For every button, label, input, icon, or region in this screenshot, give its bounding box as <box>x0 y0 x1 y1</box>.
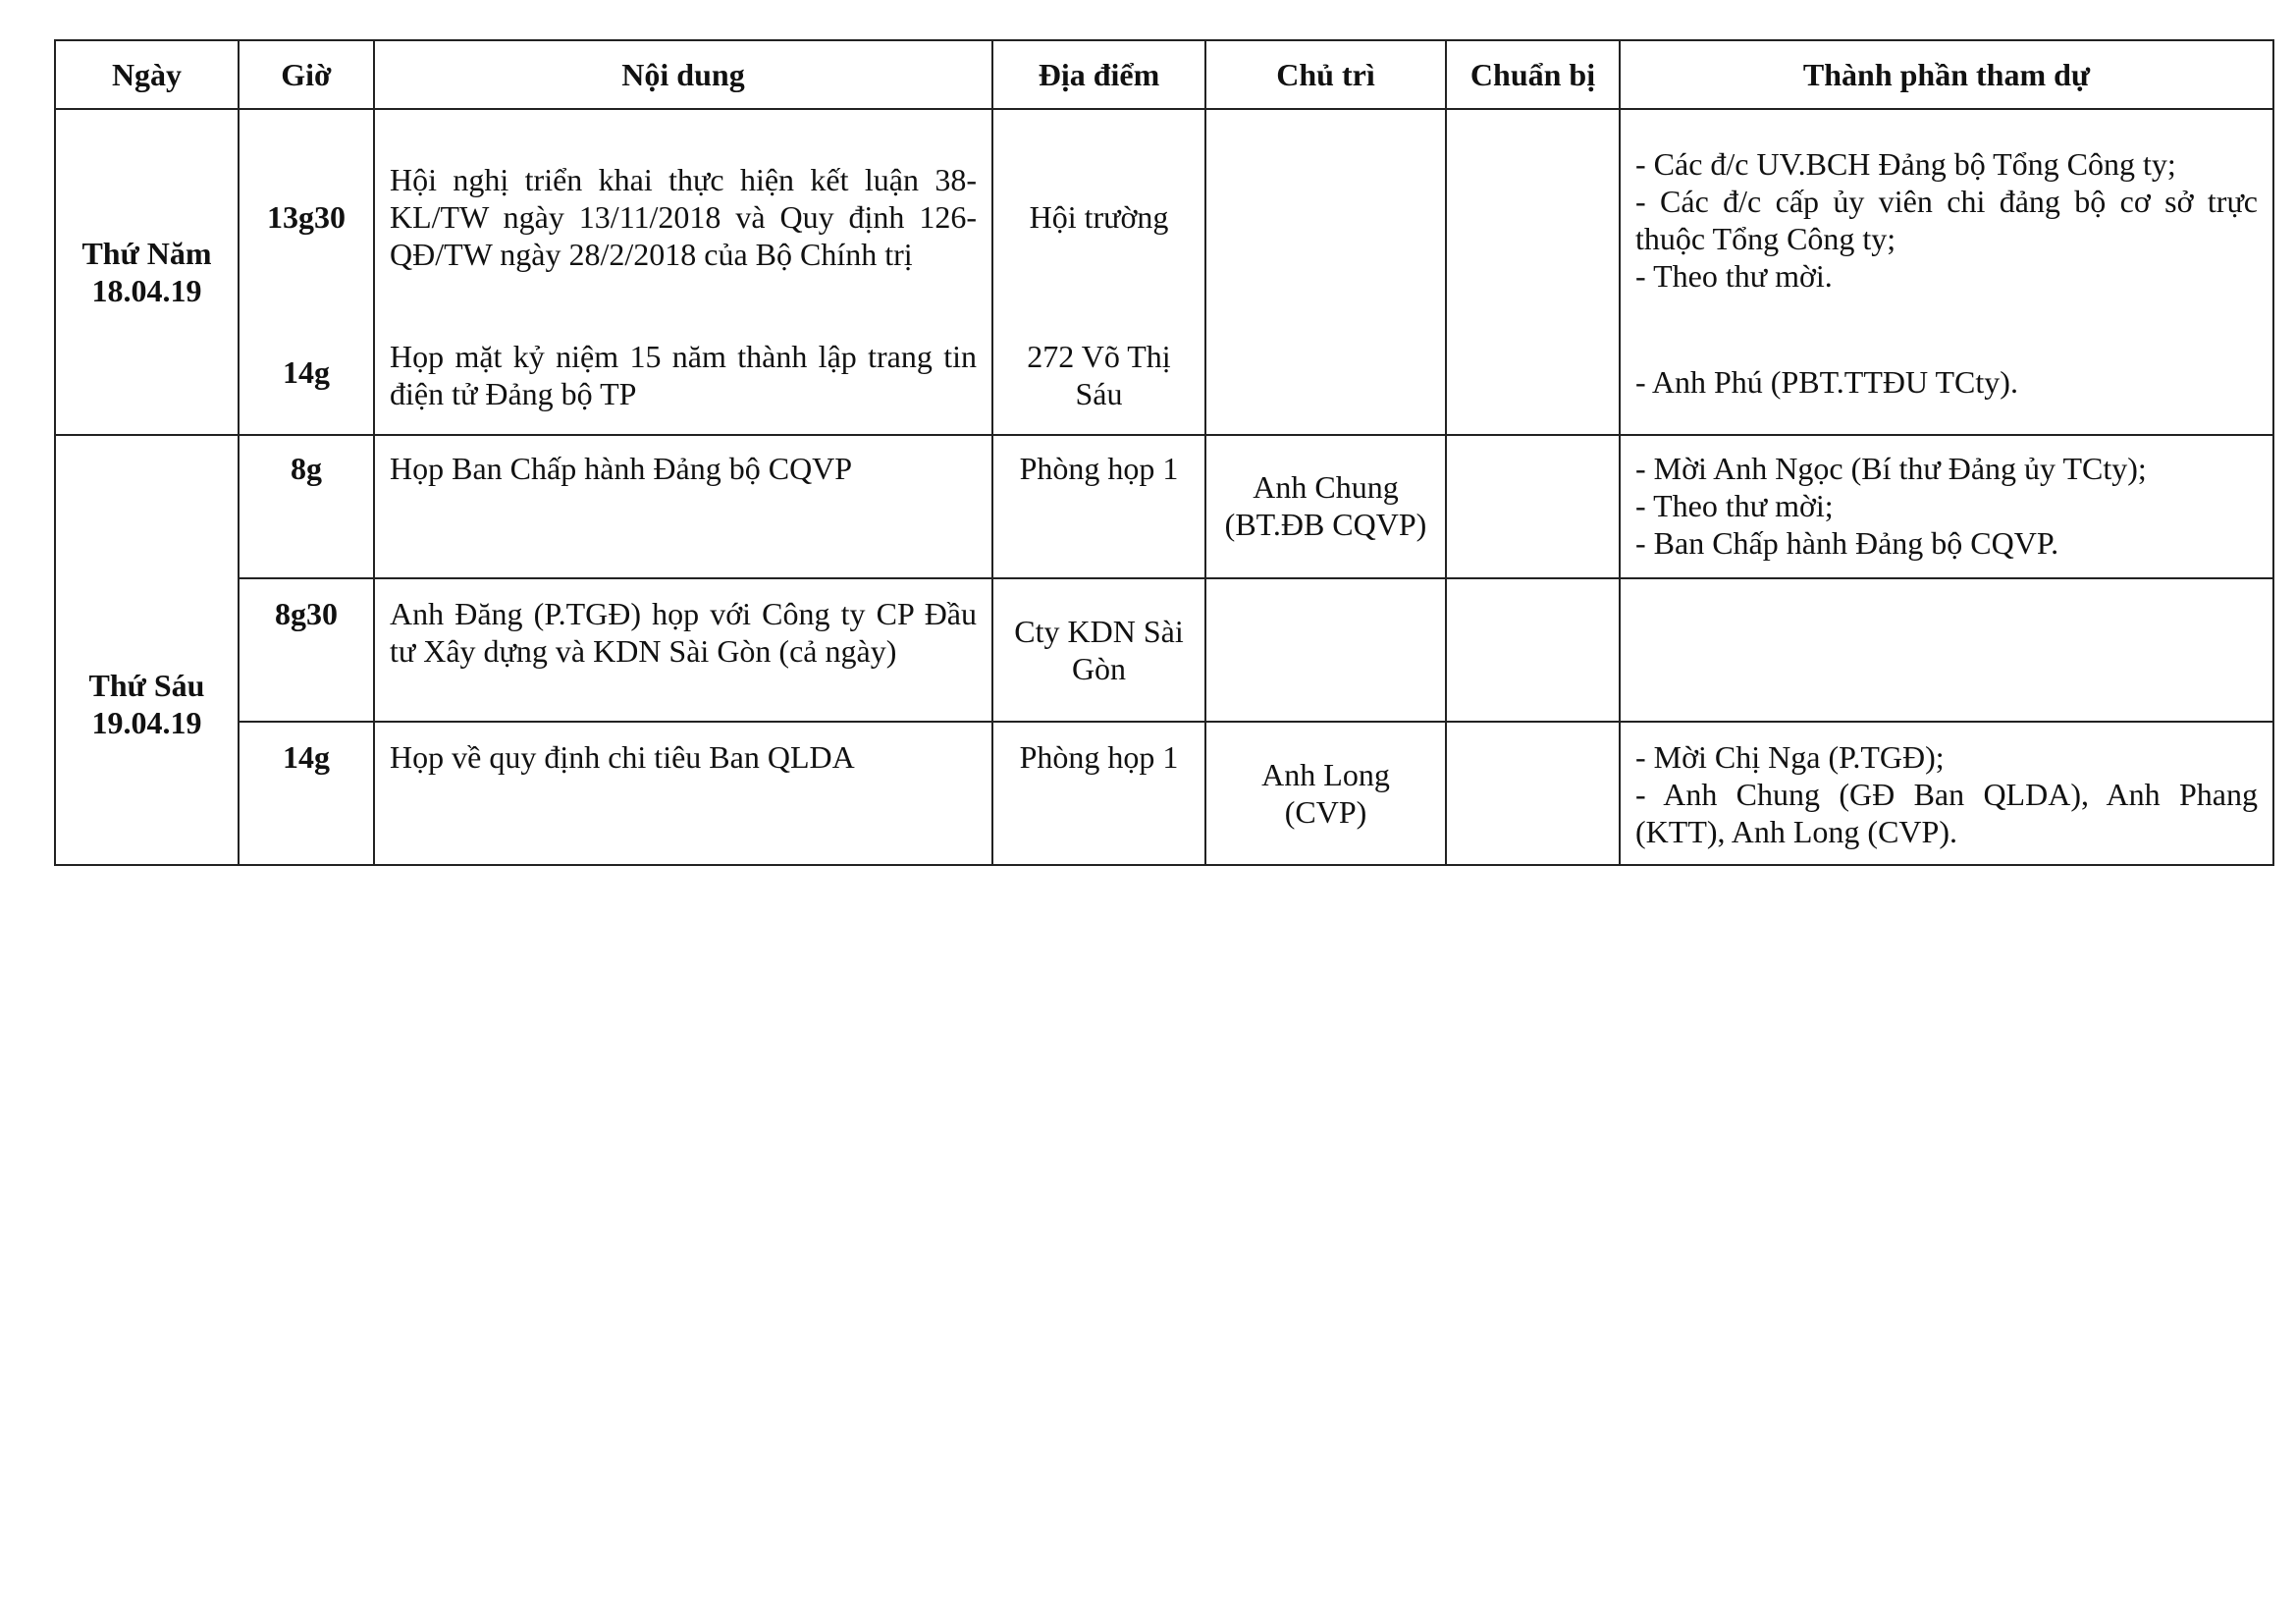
place-cell <box>992 109 1205 435</box>
place-cell <box>992 578 1205 722</box>
attendee-line: - Ban Chấp hành Đảng bộ CQVP. <box>1635 525 2059 561</box>
content-cell <box>374 435 992 578</box>
day-cell <box>55 435 239 865</box>
attendees-cell <box>1620 722 2273 865</box>
event-host: Anh Chung (BT.ĐB CQVP) <box>1224 469 1427 542</box>
header-attendees: Thành phần tham dự <box>1620 40 2273 109</box>
schedule-sheet <box>54 39 2272 866</box>
event-content: Họp Ban Chấp hành Đảng bộ CQVP <box>390 451 853 486</box>
content-cell <box>374 578 992 722</box>
prepare-cell <box>1446 578 1620 722</box>
event-host: Anh Long (CVP) <box>1261 757 1390 830</box>
event-place: 272 Võ Thị Sáu <box>1027 339 1171 411</box>
attendee-list <box>1635 145 2258 295</box>
attendee-line: - Anh Phú (PBT.TTĐU TCty). <box>1635 364 2018 400</box>
event-time: 14g <box>283 354 330 390</box>
header-day: Ngày <box>55 40 239 109</box>
attendee-line: - Các đ/c cấp ủy viên chi đảng bộ cơ sở trực thuộc Tổng Công ty; <box>1635 184 2258 256</box>
attendee-line: - Các đ/c UV.BCH Đảng bộ Tổng Công ty; <box>1635 146 2176 182</box>
header-row <box>55 40 2273 109</box>
table-row <box>55 435 2273 578</box>
event-place: Hội trường <box>1029 199 1169 235</box>
header-place: Địa điểm <box>992 40 1205 109</box>
place-cell <box>992 722 1205 865</box>
prepare-cell <box>1446 722 1620 865</box>
attendee-line: - Anh Chung (GĐ Ban QLDA), Anh Phang (KTT), Anh Long (CVP). <box>1635 777 2258 849</box>
attendee-list <box>1635 363 2258 401</box>
table-row <box>55 109 2273 435</box>
time-cell <box>239 578 374 722</box>
header-host: Chủ trì <box>1205 40 1446 109</box>
attendees-cell <box>1620 578 2273 722</box>
attendee-line: - Mời Anh Ngọc (Bí thư Đảng ủy TCty); <box>1635 451 2147 486</box>
event-content: Hội nghị triển khai thực hiện kết luận 38-KL/TW ngày 13/11/2018 và Quy định 126-QĐ/TW ngày 28/2/2018 của Bộ Chính trị <box>390 162 977 272</box>
time-cell <box>239 435 374 578</box>
header-content: Nội dung <box>374 40 992 109</box>
event-place: Phòng họp 1 <box>1019 451 1179 486</box>
prepare-cell <box>1446 435 1620 578</box>
prepare-cell <box>1446 109 1620 435</box>
attendee-line: - Theo thư mời; <box>1635 488 1834 523</box>
time-cell <box>239 109 374 435</box>
day-weekday: Thứ Năm <box>81 236 212 271</box>
attendee-line: - Theo thư mời. <box>1635 258 1833 294</box>
table-row <box>55 578 2273 722</box>
event-time: 14g <box>283 739 330 775</box>
event-time: 13g30 <box>267 199 346 235</box>
header-time: Giờ <box>239 40 374 109</box>
attendees-cell <box>1620 109 2273 435</box>
table-row <box>55 722 2273 865</box>
time-cell <box>239 722 374 865</box>
event-time: 8g30 <box>275 596 338 631</box>
header-prepare: Chuẩn bị <box>1446 40 1620 109</box>
event-content: Anh Đăng (P.TGĐ) họp với Công ty CP Đầu tư Xây dựng và KDN Sài Gòn (cả ngày) <box>390 596 977 669</box>
day-date: 18.04.19 <box>91 273 202 308</box>
event-place: Phòng họp 1 <box>1019 739 1179 775</box>
attendees-cell <box>1620 435 2273 578</box>
host-cell <box>1205 578 1446 722</box>
content-cell <box>374 722 992 865</box>
day-date: 19.04.19 <box>91 705 202 740</box>
host-cell <box>1205 435 1446 578</box>
event-place: Cty KDN Sài Gòn <box>1014 614 1184 686</box>
day-weekday: Thứ Sáu <box>88 668 205 703</box>
day-cell <box>55 109 239 435</box>
event-content: Họp mặt kỷ niệm 15 năm thành lập trang tin điện tử Đảng bộ TP <box>390 339 977 411</box>
event-content: Họp về quy định chi tiêu Ban QLDA <box>390 739 855 775</box>
attendee-line: - Mời Chị Nga (P.TGĐ); <box>1635 739 1945 775</box>
content-cell <box>374 109 992 435</box>
event-time: 8g <box>291 451 322 486</box>
host-cell <box>1205 722 1446 865</box>
host-cell <box>1205 109 1446 435</box>
schedule-table <box>54 39 2274 866</box>
place-cell <box>992 435 1205 578</box>
